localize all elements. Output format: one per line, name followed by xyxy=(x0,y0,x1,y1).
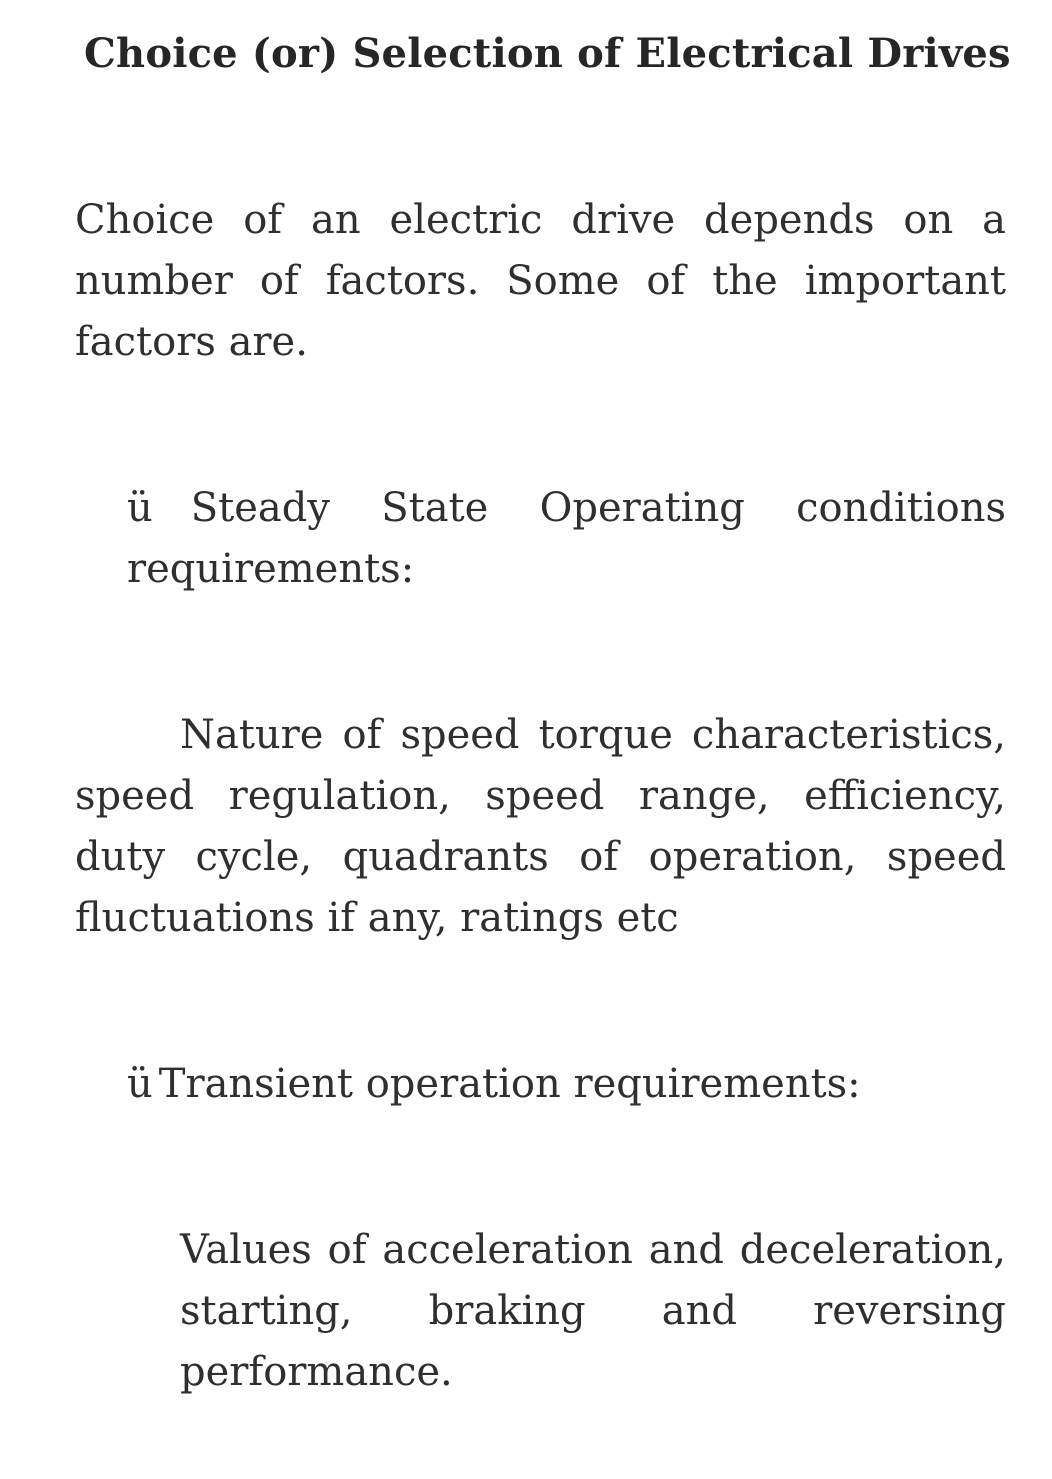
section-heading-transient xyxy=(127,1054,1006,1115)
section-heading-text: Transient operation requirements: xyxy=(158,1061,861,1107)
checkmark-bullet-icon: ü xyxy=(127,1061,153,1107)
checkmark-bullet-icon: ü xyxy=(127,485,153,531)
section-heading-steady-state xyxy=(127,478,1006,600)
intro-paragraph: Choice of an electric drive depends on a number of factors. Some of the important factors are. xyxy=(75,197,1006,365)
transient-description: Values of acceleration and deceleration, starting, braking and reversing performance. xyxy=(180,1227,1006,1395)
page-title: Choice (or) Selection of Electrical Drives xyxy=(84,30,1011,77)
section-heading-text: Steady State Operating conditions requirements: xyxy=(127,485,1006,592)
steady-state-description: Nature of speed torque characteristics, speed regulation, speed range, efficiency, duty cycle, quadrants of operation, speed fluctuations if any, ratings etc xyxy=(75,712,1006,941)
